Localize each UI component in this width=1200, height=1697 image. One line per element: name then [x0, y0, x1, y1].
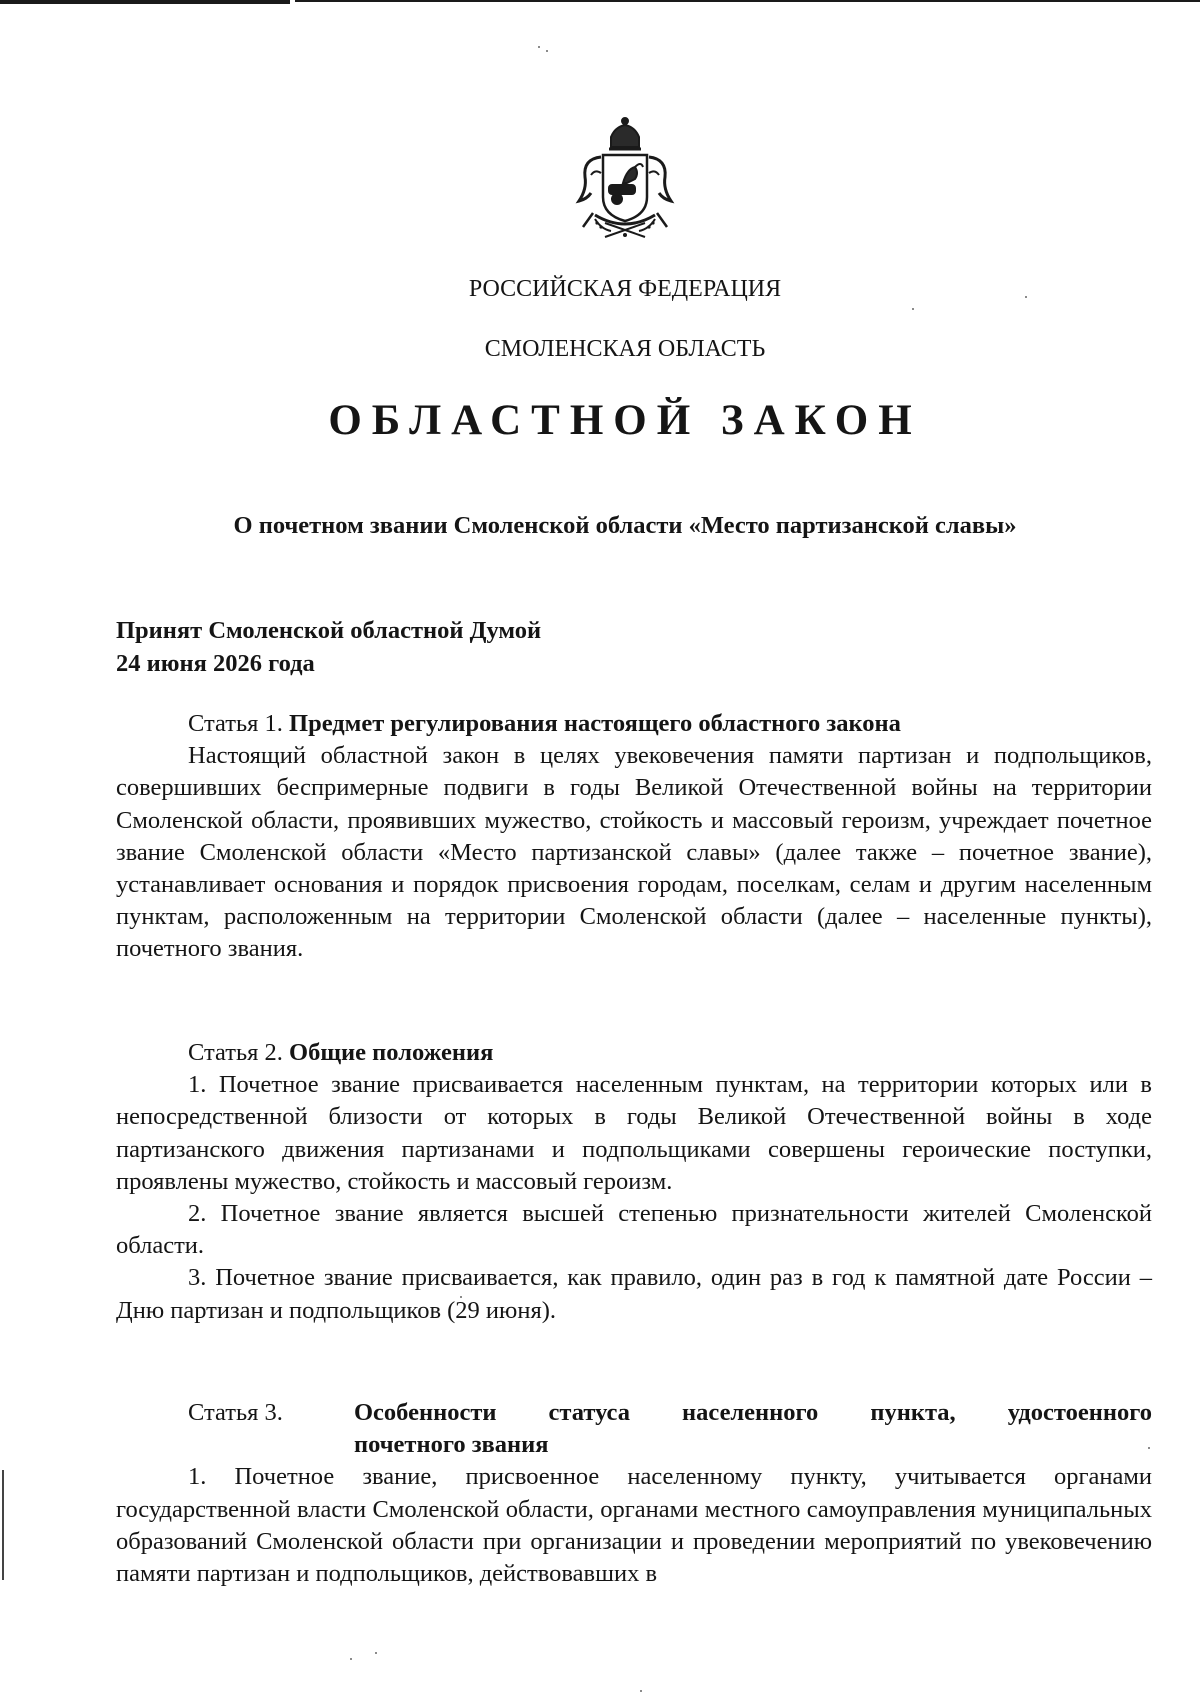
article-2-heading — [116, 1037, 1152, 1069]
scan-speck — [350, 1658, 352, 1660]
scan-border-top — [0, 0, 290, 4]
document-type-title: ОБЛАСТНОЙ ЗАКОН — [328, 397, 922, 444]
scan-speck — [640, 1690, 642, 1692]
article-1-title: Предмет регулирования настоящего областного закона — [289, 710, 901, 737]
article-3-item-1: 1. Почетное звание, присвоенное населенному пункту, учитывается органами государственной власти Смоленской области, органами местного самоуправления муниципальных образований Смоленской области при организации и проведении мероприятий по увековечению памяти партизан и подпольщиков, действовавших в — [116, 1463, 1152, 1588]
article-2 — [116, 1037, 1152, 1327]
article-3-title — [354, 1397, 1152, 1461]
article-2-title: Общие положения — [289, 1039, 494, 1066]
smolensk-coat-of-arms-icon — [565, 115, 685, 245]
article-2-item-2: 2. Почетное звание является высшей степенью признательности жителей Смоленской области. — [116, 1200, 1152, 1260]
article-3-title-line-2: почетного звания — [354, 1431, 549, 1459]
adoption-body: Принят Смоленской областной Думой — [116, 617, 542, 644]
header-country: РОССИЙСКАЯ ФЕДЕРАЦИЯ — [468, 276, 782, 302]
article-2-item-1: 1. Почетное звание присваивается населенным пунктам, на территории которых или в непосредственной близости от которых в годы Великой Отечественной войны в ходе партизанского движения партизанами и подпольщиками совершены героические поступки, проявлены мужество, стойкость и массовый героизм. — [116, 1071, 1152, 1195]
article-1-heading — [116, 708, 1152, 740]
scan-speck — [546, 50, 548, 52]
adoption-block — [116, 614, 541, 680]
article-1-label: Статья 1. — [188, 710, 283, 737]
scan-speck — [538, 46, 540, 48]
header-region: СМОЛЕНСКАЯ ОБЛАСТЬ — [484, 336, 766, 362]
scan-border-top-thin — [295, 0, 1200, 2]
article-2-item-3: 3. Почетное звание присваивается, как правило, один раз в год к памятной дате России – Дню партизан и подпольщиков (29 июня). — [116, 1264, 1152, 1324]
article-3-title-line-1: Особенности статуса населенного пункта, удостоенного — [354, 1399, 1152, 1426]
article-3-heading — [116, 1397, 1152, 1461]
article-3-label: Статья 3. — [188, 1399, 283, 1426]
scan-border-left — [2, 1470, 4, 1580]
article-2-label: Статья 2. — [188, 1039, 283, 1066]
scan-speck — [912, 308, 914, 310]
article-1 — [116, 708, 1152, 966]
scan-speck — [375, 1652, 377, 1654]
article-1-text: Настоящий областной закон в целях увековечения памяти партизан и подпольщиков, совершивших беспримерные подвиги в годы Великой Отечественной войны на территории Смоленской области, проявивших мужество, стойкость и массовый героизм, учреждает почетное звание Смоленской области «Место партизанской славы» (далее также – почетное звание), устанавливает основания и порядок присвоения городам, поселкам, селам и другим населенным пунктам, расположенным на территории Смоленской области (далее – населенные пункты), почетного звания. — [116, 742, 1152, 963]
adoption-date: 24 июня 2026 года — [116, 650, 315, 677]
article-3 — [116, 1397, 1152, 1590]
law-name: О почетном звании Смоленской области «Место партизанской славы» — [233, 512, 1017, 539]
